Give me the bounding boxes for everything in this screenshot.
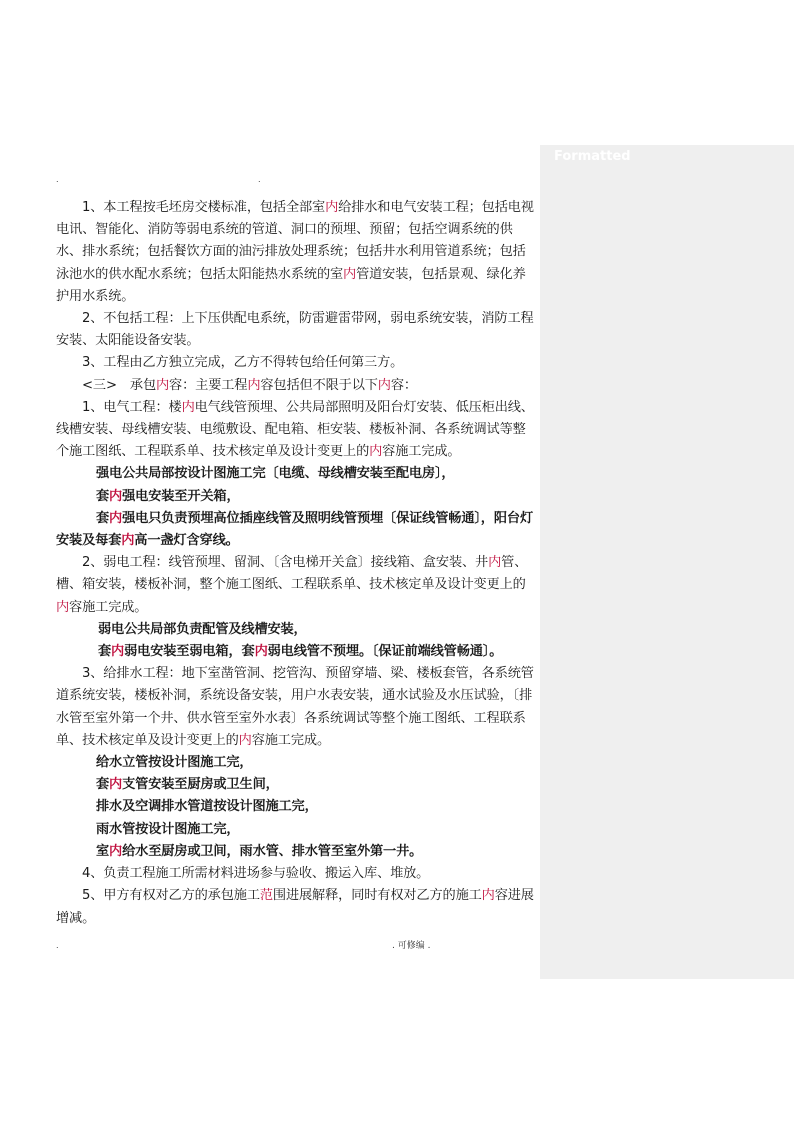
paragraph-plumbing: 3、给排水工程：地下室凿管洞、挖管沟、预留穿墙、梁、楼板套管，各系统管道系统安装，楼板补洞，系统设备安装，用户水表安装，通水试验及水压试验，〔排水管至室外第一个井、供水管至室外水表〕各系统调试等整个施工图纸、工程联系单、技术核定单及设计变更上的内容施工完成。 [56,666,534,748]
paragraph-electrical-note-3: 套内强电只负责预埋高位插座线管及照明线管预埋〔保证线管畅通〕，阳台灯安装及每套内高一盏灯含穿线。 [56,510,533,549]
highlighted-char: 内 [369,444,383,460]
highlighted-char: 内 [247,377,261,393]
highlighted-char: 内 [254,644,268,660]
paragraph-scope-2: 2、不包括工程：上下压供配电系统，防雷避雷带网，弱电系统安装，消防工程安装、太阳能设备安装。 [56,311,534,349]
paragraph-plumbing-note-1: 给水立管按设计图施工完， [96,755,253,771]
footer-editable-note: . 可修编 . [392,941,431,951]
paragraph-weak-current: 2、弱电工程：线管预埋、留洞、〔含电梯开关盒〕接线箱、盒安装、井内管、槽、箱安装，楼板补洞，整个施工图纸、工程联系单、技术核定单及设计变更上的内容施工完成。 [56,555,528,615]
comment-pane [540,145,794,979]
highlighted-char: 范 [259,888,273,904]
paragraph-rights: 5、甲方有权对乙方的承包施工范围进展解释，同时有权对乙方的施工内容进展增减。 [56,888,534,926]
highlighted-char: 内 [325,200,339,215]
header-mark-left: . [56,175,59,184]
paragraph-weak-current-note-2: 套内弱电安装至弱电箱，套内弱电线管不预埋。〔保证前端线管畅通〕。 [98,644,503,660]
highlighted-char: 内 [156,377,170,393]
highlighted-char: 内 [343,266,357,282]
highlighted-char: 内 [238,732,252,748]
highlighted-char: 内 [181,399,195,415]
highlighted-char: 内 [488,555,502,571]
paragraph-plumbing-note-2: 套内支管安装至厨房或卫生间， [96,777,279,793]
paragraph-materials: 4、负责工程施工所需材料进场参与验收、搬运入库、堆放。 [82,866,430,882]
highlighted-char: 内 [109,843,123,859]
highlighted-char: 内 [481,888,495,904]
paragraph-plumbing-note-4: 雨水管按设计图施工完， [96,821,240,837]
paragraph-plumbing-note-3: 排水及空调排水管道按设计图施工完， [96,799,318,815]
highlighted-char: 内 [111,644,125,660]
paragraph-electrical-note-1: 强电公共局部按设计图施工完〔电缆、母线槽安装至配电房〕， [96,466,455,482]
paragraph-electrical: 1、电气工程：楼内电气线管预埋、公共局部照明及阳台灯安装、低压柜出线、线槽安装、母线槽安装、电缆敷设、配电箱、柜安装、楼板补洞、各系统调试等整个施工图纸、工程联系单、技术核定单及设计变更上的内容施工完成。 [56,399,534,460]
comment-title: Formatted [554,149,631,164]
paragraph-electrical-note-2: 套内强电安装至开关箱， [96,488,240,504]
highlighted-char: 内 [109,777,123,793]
footer-mark-left: . [56,941,59,950]
highlighted-char: 内 [109,488,123,504]
highlighted-char: 内 [121,533,135,549]
paragraph-plumbing-note-5: 室内给水至厨房或卫间，雨水管、排水管至室外第一井。 [96,843,423,859]
header-mark-right: . [258,175,261,184]
paragraph-scope-1: 1、本工程按毛坯房交楼标准，包括全部室内给排水和电气安装工程；包括电视电讯、智能化、消防等弱电系统的管道、洞口的预埋、预留；包括空调系统的供水、排水系统；包括餐饮方面的油污排放处理系统；包括井水利用管道系统；包括泳池水的供水配水系统；包括太阳能热水系统的室内管道安装，包括景观、绿化养护用水系统。 [56,200,534,304]
highlighted-char: 内 [377,377,391,393]
paragraph-weak-current-note-1: 弱电公共局部负责配管及线槽安装， [98,621,307,637]
highlighted-char: 内 [56,599,70,615]
paragraph-section-heading: <三> 承包内容：主要工程内容包括但不限于以下内容： [82,377,417,393]
paragraph-scope-3: 3、工程由乙方独立完成，乙方不得转包给任何第三方。 [82,355,404,371]
document-body [56,197,534,930]
highlighted-char: 内 [109,510,123,526]
